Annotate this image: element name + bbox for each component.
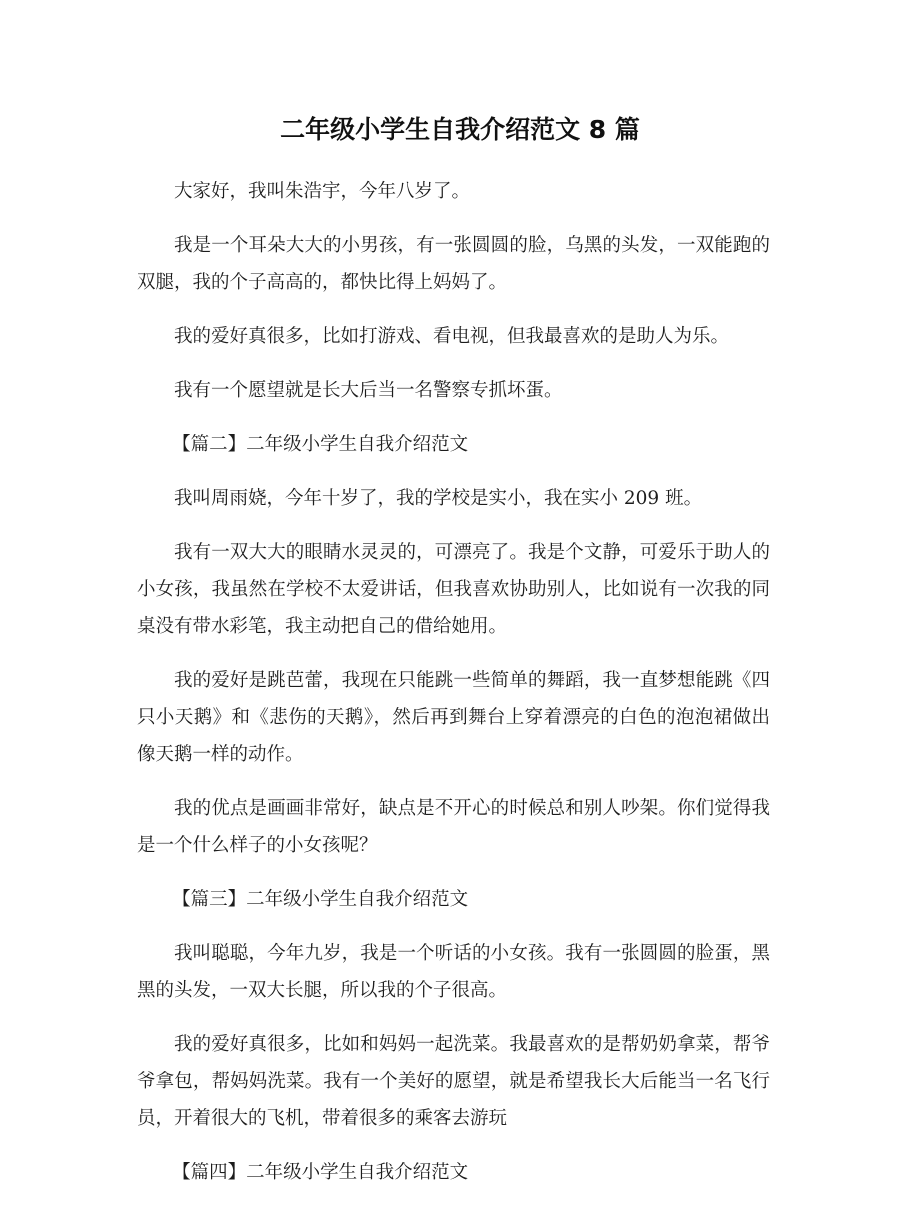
paragraph-3: 我的爱好真很多，比如打游戏、看电视，但我最喜欢的是助人为乐。 xyxy=(174,326,730,347)
section-heading-3: 【篇三】二年级小学生自我介绍范文 xyxy=(172,889,469,910)
paragraph-4: 我有一个愿望就是长大后当一名警察专抓坏蛋。 xyxy=(174,380,563,401)
paragraph-7: 我的爱好是跳芭蕾，我现在只能跳一些简单的舞蹈，我一直梦想能跳《四只小天鹅》和《悲伤的天鹅》，然后再到舞台上穿着漂亮的白色的泡泡裙做出像天鹅一样的动作。 xyxy=(137,670,770,765)
paragraph-2: 我是一个耳朵大大的小男孩，有一张圆圆的脸，乌黑的头发，一双能跑的双腿，我的个子高高的，都快比得上妈妈了。 xyxy=(137,235,770,293)
paragraph-5: 我叫周雨娆，今年十岁了，我的学校是实小，我在实小 209 班。 xyxy=(174,488,703,509)
section-heading-2: 【篇二】二年级小学生自我介绍范文 xyxy=(172,434,469,455)
paragraph-10: 我的爱好真很多，比如和妈妈一起洗菜。我最喜欢的是帮奶奶拿菜，帮爷爷拿包，帮妈妈洗菜。我有一个美好的愿望，就是希望我长大后能当一名飞行员，开着很大的飞机，带着很多的乘客去游玩 xyxy=(137,1034,770,1129)
paragraph-1: 大家好，我叫朱浩宇，今年八岁了。 xyxy=(174,181,471,202)
paragraph-8: 我的优点是画画非常好，缺点是不开心的时候总和别人吵架。你们觉得我是一个什么样子的小女孩呢？ xyxy=(137,798,770,856)
paragraph-6: 我有一双大大的眼睛水灵灵的，可漂亮了。我是个文静，可爱乐于助人的小女孩，我虽然在学校不太爱讲话，但我喜欢协助别人，比如说有一次我的同桌没有带水彩笔，我主动把自己的借给她用。 xyxy=(137,542,770,637)
paragraph-9: 我叫聪聪，今年九岁，我是一个听话的小女孩。我有一张圆圆的脸蛋，黑黑的头发，一双大长腿，所以我的个子很高。 xyxy=(137,943,770,1001)
document-title: 二年级小学生自我介绍范文 8 篇 xyxy=(280,115,640,144)
document-body xyxy=(137,173,770,1208)
section-heading-4: 【篇四】二年级小学生自我介绍范文 xyxy=(172,1162,469,1183)
